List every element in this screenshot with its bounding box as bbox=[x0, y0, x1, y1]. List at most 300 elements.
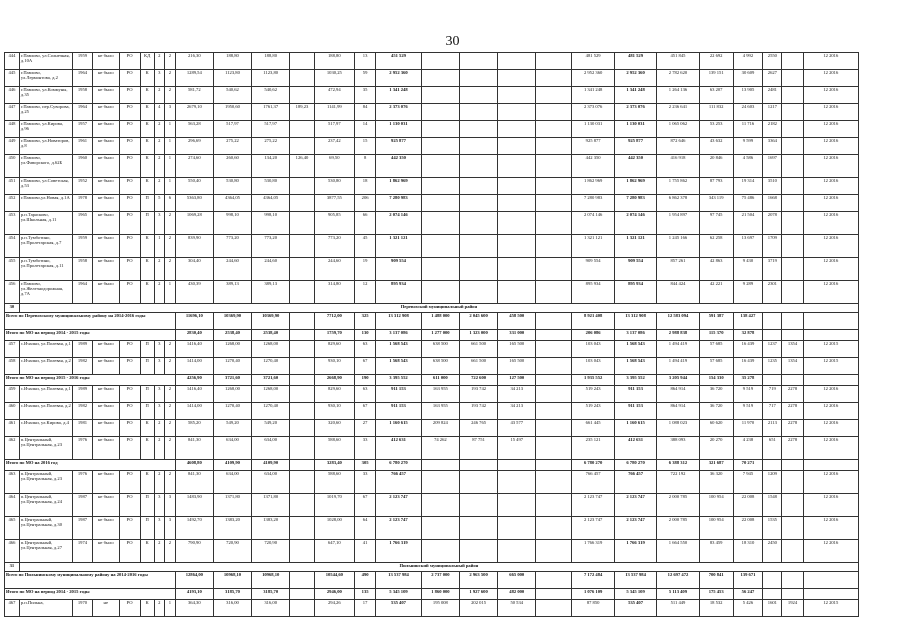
table-cell: 1 862 969 bbox=[572, 178, 614, 195]
empty-cell bbox=[782, 375, 803, 386]
table-cell bbox=[498, 235, 536, 258]
table-cell: 62 258 bbox=[699, 235, 733, 258]
table-cell: К bbox=[140, 87, 154, 104]
table-cell bbox=[536, 235, 572, 258]
table-cell: 275,22 bbox=[213, 138, 251, 155]
table-cell: 24 603 bbox=[733, 104, 763, 121]
table-cell: 1141,99 bbox=[314, 104, 354, 121]
table-cell: не было bbox=[93, 235, 120, 258]
table-cell: 36 320 bbox=[699, 471, 733, 494]
table-cell bbox=[782, 121, 803, 138]
empty-cell bbox=[803, 313, 858, 330]
table-cell: 17 bbox=[354, 600, 375, 617]
table-cell: 1668 bbox=[763, 195, 782, 212]
table-cell: 2 123 747 bbox=[614, 494, 656, 517]
table-cell bbox=[421, 121, 459, 138]
table-cell: 3 bbox=[154, 403, 165, 420]
table-cell bbox=[290, 403, 314, 420]
table-cell: 3 137 086 bbox=[376, 330, 422, 341]
table-cell: 1354 bbox=[782, 358, 803, 375]
table-cell: 3 395 552 bbox=[376, 375, 422, 386]
table-cell: 647,10 bbox=[314, 540, 354, 563]
table-cell: 1 568 543 bbox=[614, 358, 656, 375]
table-cell bbox=[498, 540, 536, 563]
table-cell: РО bbox=[119, 471, 140, 494]
table-cell: 36 720 bbox=[699, 386, 733, 403]
table-cell: 12 2015 bbox=[803, 358, 858, 375]
table-cell: 925 877 bbox=[376, 138, 422, 155]
table-cell: 1 862 969 bbox=[614, 178, 656, 195]
table-cell: 2 bbox=[165, 53, 176, 70]
table-cell: 482 000 bbox=[498, 589, 536, 600]
empty-cell bbox=[763, 460, 782, 471]
table-cell: 857 261 bbox=[657, 258, 699, 281]
table-cell: 481 529 bbox=[572, 53, 614, 70]
house-row bbox=[5, 178, 859, 195]
table-cell: РО bbox=[119, 138, 140, 155]
table-cell bbox=[421, 104, 459, 121]
table-cell: П bbox=[140, 517, 154, 540]
table-cell: 188,80 bbox=[314, 53, 354, 70]
table-cell: 1416,40 bbox=[175, 386, 213, 403]
table-cell: 1535 bbox=[763, 517, 782, 540]
table-cell: 1959 bbox=[72, 235, 92, 258]
table-cell: 1 664 550 bbox=[657, 540, 699, 563]
table-cell: 7 280 983 bbox=[572, 195, 614, 212]
table-cell: 9 289 bbox=[733, 281, 763, 304]
table-cell: 45 bbox=[354, 235, 375, 258]
empty-cell bbox=[803, 375, 858, 386]
table-cell: 244,60 bbox=[213, 258, 251, 281]
table-cell: 773,20 bbox=[213, 235, 251, 258]
table-cell bbox=[421, 53, 459, 70]
table-cell: 115 370 bbox=[699, 330, 733, 341]
table-cell: 998,10 bbox=[252, 212, 290, 235]
table-cell: 2 bbox=[154, 53, 165, 70]
table-cell bbox=[782, 87, 803, 104]
table-cell: РО bbox=[119, 358, 140, 375]
table-cell: 18 532 bbox=[699, 600, 733, 617]
table-cell bbox=[290, 600, 314, 617]
table-cell bbox=[459, 104, 497, 121]
table-cell: 998,10 bbox=[213, 212, 251, 235]
table-cell: 206 bbox=[354, 195, 375, 212]
table-cell: 83 459 bbox=[699, 540, 733, 563]
table-cell: 455 bbox=[5, 258, 20, 281]
table-cell: г.Павлово, пер.Суворова, д.25 bbox=[19, 104, 72, 121]
table-cell: 1123,80 bbox=[252, 70, 290, 87]
table-cell bbox=[498, 460, 536, 471]
table-cell: 7712,00 bbox=[314, 313, 354, 330]
table-cell: 3185,70 bbox=[213, 589, 251, 600]
table-cell bbox=[421, 471, 459, 494]
table-cell bbox=[421, 70, 459, 87]
table-cell: 1 245 166 bbox=[657, 235, 699, 258]
table-cell: 12 2016 bbox=[803, 87, 858, 104]
table-cell: 412 631 bbox=[614, 437, 656, 460]
table-cell: 1987 bbox=[72, 517, 92, 540]
table-cell: 451 bbox=[5, 178, 20, 195]
table-cell: 2 bbox=[165, 341, 176, 358]
table-cell: 1950,60 bbox=[213, 104, 251, 121]
table-cell: 325 bbox=[354, 313, 375, 330]
table-cell bbox=[498, 281, 536, 304]
table-cell bbox=[421, 212, 459, 235]
table-cell: 1371,80 bbox=[213, 494, 251, 517]
table-cell: 5 bbox=[154, 195, 165, 212]
table-cell: не было bbox=[93, 437, 120, 460]
table-cell: 3 bbox=[165, 104, 176, 121]
table-cell: 895 934 bbox=[572, 281, 614, 304]
table-cell: 21 504 bbox=[733, 212, 763, 235]
table-cell bbox=[782, 195, 803, 212]
table-cell: 4 bbox=[154, 104, 165, 121]
table-cell: 100 954 bbox=[699, 494, 733, 517]
table-cell: не было bbox=[93, 420, 120, 437]
table-cell: 2 988 838 bbox=[657, 330, 699, 341]
table-cell bbox=[421, 87, 459, 104]
table-cell: 665 000 bbox=[498, 572, 536, 589]
table-cell: 42 863 bbox=[699, 258, 733, 281]
table-cell: 2481 bbox=[763, 87, 782, 104]
table-cell: 2 bbox=[165, 540, 176, 563]
table-cell: 97 745 bbox=[699, 212, 733, 235]
table-cell: 60 620 bbox=[699, 420, 733, 437]
table-cell: 2538,40 bbox=[252, 330, 290, 341]
table-cell: 1709 bbox=[763, 235, 782, 258]
table-cell: П bbox=[140, 341, 154, 358]
house-row bbox=[5, 195, 859, 212]
table-cell: 1 160 615 bbox=[376, 420, 422, 437]
table-cell: 246 765 bbox=[459, 420, 497, 437]
table-cell: 909 554 bbox=[376, 258, 422, 281]
table-cell: 4193,10 bbox=[175, 589, 213, 600]
table-cell: 450 bbox=[5, 155, 20, 178]
table-cell: не было bbox=[93, 386, 120, 403]
table-cell: 1 954 897 bbox=[657, 212, 699, 235]
table-cell bbox=[421, 235, 459, 258]
table-cell: 1697 bbox=[763, 155, 782, 178]
table-cell bbox=[536, 104, 572, 121]
table-cell: 10968,10 bbox=[252, 572, 290, 589]
table-cell: 1957 bbox=[72, 121, 92, 138]
table-cell: 1976 bbox=[72, 471, 92, 494]
empty-cell bbox=[803, 572, 858, 589]
table-cell: 12 2016 bbox=[803, 471, 858, 494]
table-cell: п.Центральный, ул.Центральная, д.30 bbox=[19, 517, 72, 540]
table-cell bbox=[782, 235, 803, 258]
table-cell: 1 bbox=[165, 138, 176, 155]
table-cell: 2 bbox=[165, 471, 176, 494]
summary-label: Итого по МО на период 2014 - 2015 годы bbox=[5, 330, 176, 341]
table-cell: 1964 bbox=[72, 70, 92, 87]
table-cell: 2627 bbox=[763, 70, 782, 87]
house-row bbox=[5, 386, 859, 403]
table-cell: 1069,28 bbox=[175, 212, 213, 235]
table-cell: 5 345 109 bbox=[614, 589, 656, 600]
table-cell: не было bbox=[93, 87, 120, 104]
section-header-row bbox=[5, 304, 859, 313]
house-row bbox=[5, 53, 859, 70]
table-cell: 1960 bbox=[72, 155, 92, 178]
table-cell: 111 832 bbox=[699, 104, 733, 121]
table-cell: 1 bbox=[165, 155, 176, 178]
table-cell bbox=[498, 494, 536, 517]
table-cell: 5 345 109 bbox=[376, 589, 422, 600]
table-cell: 56 247 bbox=[733, 589, 763, 600]
table-cell: РО bbox=[119, 121, 140, 138]
table-cell: 1414,00 bbox=[175, 358, 213, 375]
table-cell: 175 453 bbox=[699, 589, 733, 600]
table-cell: П bbox=[140, 358, 154, 375]
table-cell: 1 160 615 bbox=[614, 420, 656, 437]
table-cell: 452 bbox=[5, 195, 20, 212]
table-cell: 139 671 bbox=[733, 572, 763, 589]
table-cell: РО bbox=[119, 403, 140, 420]
table-cell: РО bbox=[119, 212, 140, 235]
table-cell: 1371,80 bbox=[252, 494, 290, 517]
table-cell: 464 bbox=[5, 494, 20, 517]
table-cell: 1 bbox=[165, 121, 176, 138]
table-cell: 2278 bbox=[782, 403, 803, 420]
table-cell: 4 238 bbox=[733, 437, 763, 460]
empty-cell bbox=[763, 313, 782, 330]
table-cell: 3 137 086 bbox=[614, 330, 656, 341]
table-cell: 1974 bbox=[72, 540, 92, 563]
table-cell bbox=[290, 235, 314, 258]
table-cell: 2 737 000 bbox=[421, 572, 459, 589]
table-cell: 2 000 785 bbox=[657, 494, 699, 517]
table-cell bbox=[459, 70, 497, 87]
table-cell bbox=[536, 471, 572, 494]
table-cell: 296,69 bbox=[175, 138, 213, 155]
table-cell bbox=[459, 494, 497, 517]
table-cell: 4256,90 bbox=[175, 375, 213, 386]
table-cell bbox=[498, 258, 536, 281]
table-cell bbox=[536, 70, 572, 87]
table-cell: 7 945 bbox=[733, 471, 763, 494]
table-cell bbox=[421, 460, 459, 471]
table-cell bbox=[459, 212, 497, 235]
table-cell: г.Павлово, ул.Кирова, д.96 bbox=[19, 121, 72, 138]
table-cell: 2278 bbox=[782, 437, 803, 460]
table-cell: 719 bbox=[763, 386, 782, 403]
table-cell: 22 692 bbox=[699, 53, 733, 70]
table-cell: 163 955 bbox=[421, 403, 459, 420]
table-cell: не было bbox=[93, 70, 120, 87]
table-cell bbox=[498, 195, 536, 212]
table-cell: 535 407 bbox=[376, 600, 422, 617]
table-cell: 2 782 620 bbox=[657, 70, 699, 87]
table-cell bbox=[290, 375, 314, 386]
table-cell: РО bbox=[119, 281, 140, 304]
table-cell: 466 bbox=[5, 540, 20, 563]
table-cell: 1958 bbox=[72, 258, 92, 281]
table-cell: 591 387 bbox=[699, 313, 733, 330]
table-cell: 67 bbox=[354, 358, 375, 375]
table-cell: 2 952 360 bbox=[572, 70, 614, 87]
table-cell: 9 599 bbox=[733, 138, 763, 155]
table-cell: 1268,00 bbox=[252, 386, 290, 403]
table-cell: К bbox=[140, 281, 154, 304]
table-cell: 1 766 319 bbox=[614, 540, 656, 563]
table-cell: 2 bbox=[165, 70, 176, 87]
table-cell: 458 bbox=[5, 358, 20, 375]
table-cell: 3 bbox=[165, 494, 176, 517]
table-cell: 237,42 bbox=[314, 138, 354, 155]
table-cell: не было bbox=[93, 471, 120, 494]
table-cell: 447 bbox=[5, 104, 20, 121]
table-cell: 314,80 bbox=[314, 281, 354, 304]
house-row bbox=[5, 281, 859, 304]
table-cell: 700 841 bbox=[699, 572, 733, 589]
table-cell: 829,60 bbox=[314, 386, 354, 403]
table-cell: 442 350 bbox=[614, 155, 656, 178]
table-cell: 1 341 248 bbox=[614, 87, 656, 104]
table-cell: 42 221 bbox=[699, 281, 733, 304]
table-cell: 1270,40 bbox=[213, 403, 251, 420]
table-cell: 12 2016 bbox=[803, 195, 858, 212]
register-table-container bbox=[4, 52, 859, 617]
table-cell bbox=[498, 155, 536, 178]
table-cell: 720,90 bbox=[213, 540, 251, 563]
table-cell bbox=[536, 155, 572, 178]
table-cell bbox=[290, 341, 314, 358]
empty-cell bbox=[782, 313, 803, 330]
table-cell: 10369,90 bbox=[213, 313, 251, 330]
table-cell: 1 321 121 bbox=[572, 235, 614, 258]
table-cell: 1235 bbox=[763, 358, 782, 375]
table-cell: 1 277 000 bbox=[421, 330, 459, 341]
table-cell: 84 bbox=[354, 104, 375, 121]
table-cell: 1268,00 bbox=[213, 386, 251, 403]
table-cell: 389,13 bbox=[213, 281, 251, 304]
table-cell bbox=[290, 572, 314, 589]
table-cell: 1924 bbox=[782, 600, 803, 617]
table-cell: 3 bbox=[154, 358, 165, 375]
table-cell: 2 bbox=[165, 87, 176, 104]
table-cell: 481 529 bbox=[614, 53, 656, 70]
table-cell bbox=[536, 460, 572, 471]
table-cell: 722 192 bbox=[657, 471, 699, 494]
table-cell: 43 577 bbox=[498, 420, 536, 437]
table-cell: не было bbox=[93, 358, 120, 375]
table-cell: 2 952 360 bbox=[614, 70, 656, 87]
table-cell: 3719 bbox=[763, 258, 782, 281]
section-number: 31 bbox=[5, 563, 20, 572]
table-cell: 549,20 bbox=[213, 420, 251, 437]
table-cell: 4109,90 bbox=[213, 460, 251, 471]
table-cell: 1289,54 bbox=[175, 70, 213, 87]
table-cell bbox=[290, 121, 314, 138]
table-cell: 766 457 bbox=[614, 471, 656, 494]
table-cell: 13 697 bbox=[733, 235, 763, 258]
table-cell: К bbox=[140, 540, 154, 563]
table-cell: 4608,80 bbox=[175, 460, 213, 471]
table-cell: 1970 bbox=[72, 600, 92, 617]
table-cell: 1030,25 bbox=[314, 70, 354, 87]
table-cell: 154 330 bbox=[699, 375, 733, 386]
table-cell: 490 bbox=[354, 572, 375, 589]
summary-row bbox=[5, 330, 859, 341]
table-cell: 449 bbox=[5, 138, 20, 155]
house-row bbox=[5, 517, 859, 540]
table-cell: не было bbox=[93, 104, 120, 121]
table-cell: 244,60 bbox=[314, 258, 354, 281]
table-cell: 442 350 bbox=[376, 155, 422, 178]
table-cell: 634,00 bbox=[252, 437, 290, 460]
table-cell: 1270,40 bbox=[252, 358, 290, 375]
table-cell: 634,00 bbox=[252, 471, 290, 494]
table-cell: 2078 bbox=[763, 212, 782, 235]
table-cell: 69,50 bbox=[314, 155, 354, 178]
table-cell: 3364 bbox=[763, 138, 782, 155]
table-cell: 3 bbox=[154, 341, 165, 358]
table-cell bbox=[290, 138, 314, 155]
table-cell bbox=[536, 517, 572, 540]
table-cell: 193 742 bbox=[459, 386, 497, 403]
table-cell bbox=[421, 258, 459, 281]
table-cell: 9 519 bbox=[733, 386, 763, 403]
table-cell bbox=[782, 178, 803, 195]
table-cell: 2 bbox=[154, 87, 165, 104]
table-cell: 454 bbox=[5, 235, 20, 258]
table-cell: 190 bbox=[354, 375, 375, 386]
table-cell: 103 043 bbox=[572, 358, 614, 375]
table-cell: 5 426 bbox=[733, 600, 763, 617]
table-cell: 930,10 bbox=[314, 358, 354, 375]
table-cell bbox=[498, 212, 536, 235]
table-cell: не было bbox=[93, 178, 120, 195]
summary-row bbox=[5, 313, 859, 330]
table-cell: 790,90 bbox=[175, 540, 213, 563]
table-cell: 930,10 bbox=[314, 403, 354, 420]
table-cell: 12 2015 bbox=[803, 341, 858, 358]
house-row bbox=[5, 540, 859, 563]
table-cell bbox=[290, 589, 314, 600]
table-cell: КД bbox=[140, 53, 154, 70]
table-cell: 1989 bbox=[72, 341, 92, 358]
table-cell: 12 2016 bbox=[803, 403, 858, 420]
summary-row bbox=[5, 375, 859, 386]
table-cell: 126,40 bbox=[290, 155, 314, 178]
summary-label: Всего по Перевозскому муниципальному району на 2014-2016 годы bbox=[5, 313, 176, 330]
table-cell: с.Ичалки, ул.Полевая, д.2 bbox=[19, 358, 72, 375]
table-cell: 445 bbox=[5, 70, 20, 87]
table-cell bbox=[421, 517, 459, 540]
table-cell: 2 123 747 bbox=[376, 517, 422, 540]
table-cell: 911 153 bbox=[614, 386, 656, 403]
section-header-row bbox=[5, 563, 859, 572]
table-cell: П bbox=[140, 212, 154, 235]
table-cell bbox=[459, 471, 497, 494]
table-cell: 4 992 bbox=[733, 53, 763, 70]
table-cell bbox=[290, 494, 314, 517]
table-cell: 388 093 bbox=[657, 437, 699, 460]
table-cell bbox=[536, 195, 572, 212]
table-cell bbox=[421, 195, 459, 212]
table-cell: 1209 bbox=[763, 471, 782, 494]
table-cell: 581,72 bbox=[175, 87, 213, 104]
table-cell: г.Павлово,ул.Новая, д.1А bbox=[19, 195, 72, 212]
table-cell: 1354 bbox=[782, 341, 803, 358]
table-cell: г.Павлово, ул.Лермонтова, д.2 bbox=[19, 70, 72, 87]
table-cell: РО bbox=[119, 600, 140, 617]
table-cell: п.Центральный, ул.Центральная, д.24 bbox=[19, 494, 72, 517]
table-cell: РО bbox=[119, 178, 140, 195]
table-cell: 895 934 bbox=[614, 281, 656, 304]
table-cell: 925 877 bbox=[572, 138, 614, 155]
